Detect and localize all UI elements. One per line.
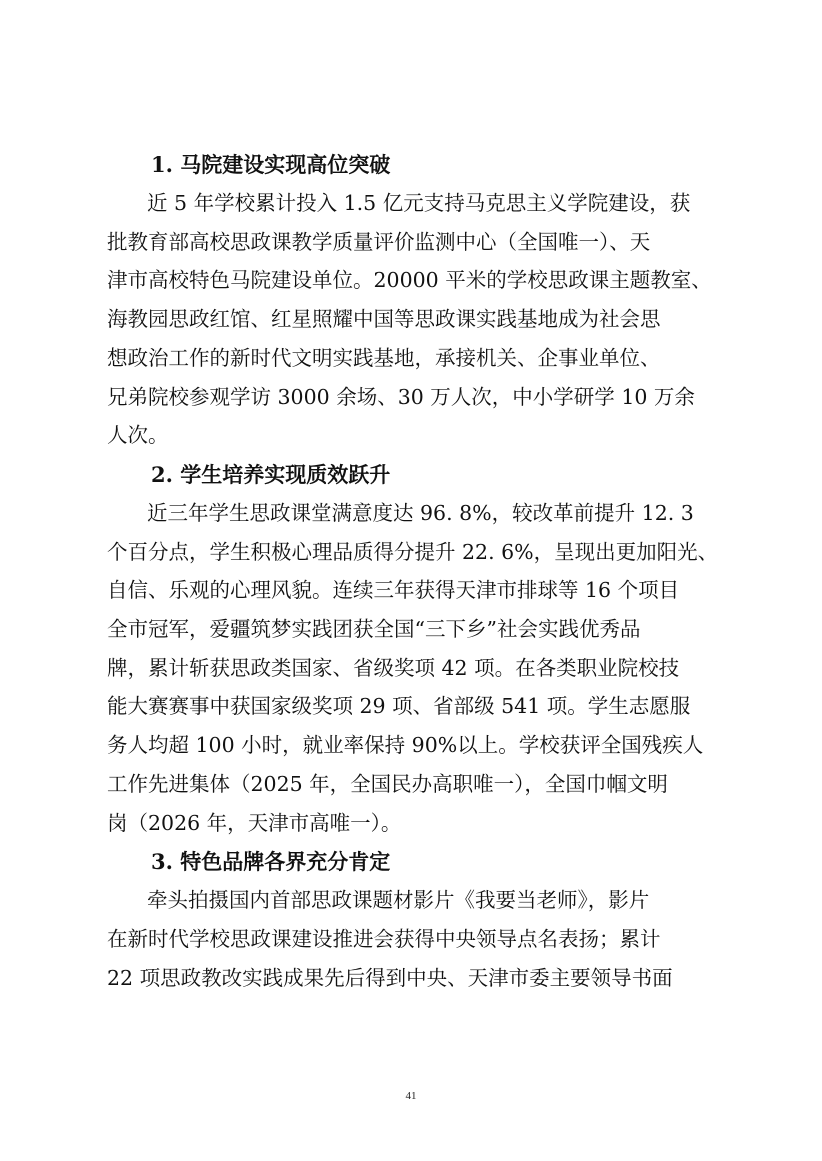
- paragraph-line: 牌，累计斩获思政类国家、省级奖项 42 项。在各类职业院校技: [107, 655, 680, 680]
- paragraph-line: 近 5 年学校累计投入 1.5 亿元支持马克思主义学院建设，获: [147, 191, 691, 215]
- section-2: [107, 455, 727, 842]
- paragraph-line: 22 项思政教改实践成果先后得到中央、天津市委主要领导书面: [107, 965, 673, 990]
- paragraph-line: 能大赛赛事中获国家级奖项 29 项、省部级 541 项。学生志愿服: [107, 694, 691, 719]
- paragraph-line: 自信、乐观的心理风貌。连续三年获得天津市排球等 16 个项目: [107, 578, 680, 603]
- paragraph-line: 批教育部高校思政课教学质量评价监测中心（全国唯一）、天: [107, 229, 651, 254]
- section-paragraph: [107, 881, 727, 997]
- paragraph-line: 海教园思政红馆、红星照耀中国等思政课实践基地成为社会思: [107, 307, 661, 332]
- document-body: [107, 145, 727, 997]
- section-paragraph: [107, 494, 727, 842]
- paragraph-line: 津市高校特色马院建设单位。20000 平米的学校思政课主题教室、: [107, 268, 712, 293]
- section-paragraph: [107, 184, 727, 455]
- section-heading: 3. 特色品牌各界充分肯定: [151, 849, 391, 875]
- paragraph-line: 工作先进集体（2025 年，全国民办高职唯一），全国巾帼文明: [107, 771, 668, 796]
- paragraph-line: 人次。: [107, 423, 169, 448]
- section-heading: 1. 马院建设实现高位突破: [151, 152, 391, 177]
- paragraph-line: 兄弟院校参观学访 3000 余场、30 万人次，中小学研学 10 万余: [107, 384, 695, 409]
- paragraph-line: 想政治工作的新时代文明实践基地，承接机关、企事业单位、: [107, 345, 661, 370]
- paragraph-line: 牵头拍摄国内首部思政课题材影片《我要当老师》，影片: [147, 888, 650, 913]
- paragraph-line: 岗（2026 年，天津市高唯一）。: [107, 810, 402, 835]
- paragraph-line: 务人均超 100 小时，就业率保持 90%以上。学校获评全国残疾人: [107, 733, 704, 758]
- section-1: [107, 145, 727, 455]
- section-heading: 2. 学生培养实现质效跃升: [151, 461, 391, 487]
- paragraph-line: 近三年学生思政课堂满意度达 96. 8%，较改革前提升 12. 3: [147, 500, 694, 525]
- paragraph-line: 在新时代学校思政课建设推进会获得中央领导点名表扬；累计: [107, 926, 661, 951]
- page-number: 41: [405, 1090, 417, 1102]
- paragraph-line: 全市冠军，爱疆筑梦实践团获全国“三下乡”社会实践优秀品: [107, 617, 641, 642]
- paragraph-line: 个百分点，学生积极心理品质得分提升 22. 6%，呈现出更加阳光、: [107, 539, 719, 564]
- section-3: [107, 842, 727, 997]
